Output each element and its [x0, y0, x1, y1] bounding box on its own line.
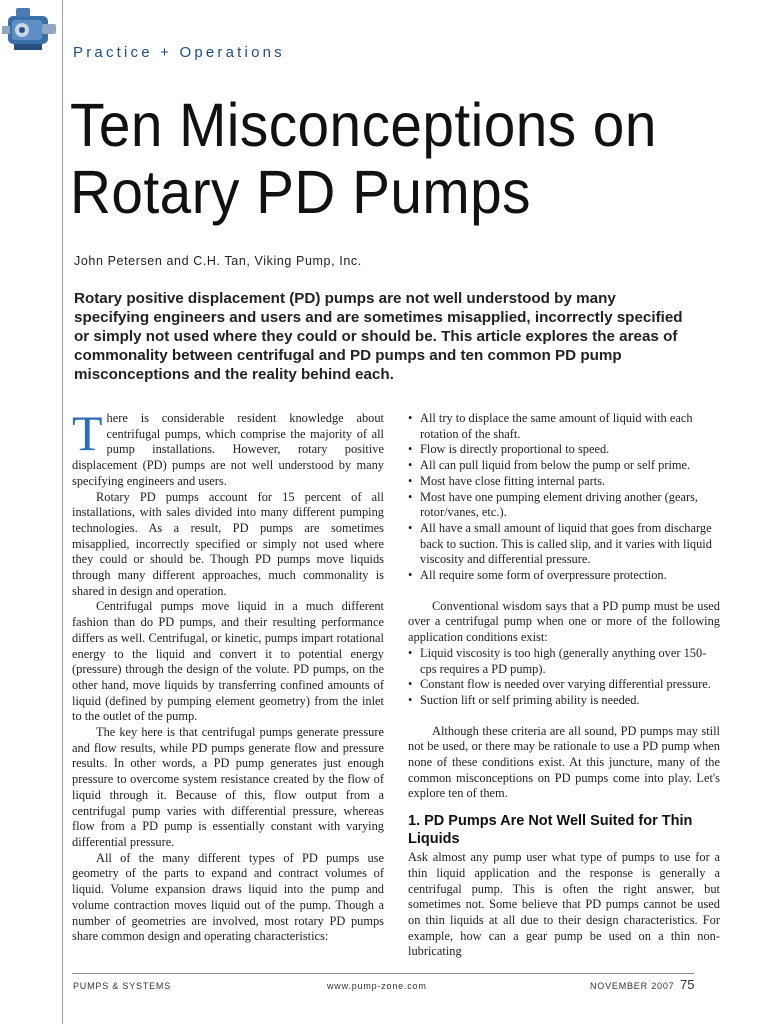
page-number: 75: [680, 977, 695, 992]
website-url: www.pump-zone.com: [327, 981, 427, 991]
list-item: • Most have close fitting internal parts.: [408, 474, 720, 490]
list-item: • All can pull liquid from below the pump or self prime.: [408, 458, 720, 474]
body-paragraph: Rotary PD pumps account for 15 percent of all installations, with sales divided into many different pumping technologies. As a result, PD pumps are sometimes misapplied, incorrectly specified or simply not used where they could or should be. Though PD pumps move liquids through many different approaches, much commonality is shared in design and operation.: [72, 489, 384, 598]
list-item: • Constant flow is needed over varying differential pressure.: [408, 677, 720, 693]
pump-illustration-icon: [2, 2, 58, 58]
intro-paragraph: [72, 405, 384, 490]
body-paragraph: Although these criteria are all sound, PD pumps may still not be used, or there may be rationale to use a PD pump when none of these conditions exist. At this juncture, many of the common misconceptions on PD pumps come into play. Let's explore ten of them.: [408, 723, 720, 801]
byline: John Petersen and C.H. Tan, Viking Pump, Inc.: [74, 254, 362, 268]
characteristics-list: [408, 411, 720, 584]
body-paragraph: Conventional wisdom says that a PD pump must be used over a centrifugal pump when one or more of the following application conditions exist:: [408, 598, 720, 645]
list-item: • All require some form of overpressure protection.: [408, 568, 720, 584]
left-column: [72, 405, 384, 945]
footer-rule: [72, 973, 694, 974]
list-item: • Suction lift or self priming ability is needed.: [408, 693, 720, 709]
article-title: Ten Misconceptions on Rotary PD Pumps: [70, 91, 657, 226]
body-paragraph: The key here is that centrifugal pumps generate pressure and flow results, while PD pumps generate flow and pressure results. In other words, a PD pump generates just enough pressure to overcome system resistance created by the flow of liquid through it. Because of this, flow output from a centrifugal pump varies with differential pressure, whereas flow from a PD pump is essentially constant with varying differential pressure.: [72, 725, 384, 849]
body-paragraph: Centrifugal pumps move liquid in a much different fashion than do PD pumps, and their resulting performance differs as well. Centrifugal, or kinetic, pumps impart rotational energy to the liquid and convert it to potential energy (pressure) through the design of the volute. PD pumps, on the other hand, move liquids by transferring confined amounts of liquid (defined by pumping element geometry) from the inlet to the outlet of the pump.: [72, 599, 384, 724]
list-item: • All have a small amount of liquid that goes from discharge back to suction. This is called slip, and it varies with liquid viscosity and differential pressure.: [408, 521, 720, 568]
issue-date: NOVEMBER 2007: [590, 981, 675, 991]
drop-cap: T: [72, 405, 103, 461]
lede: Rotary positive displacement (PD) pumps are not well understood by many specifying engineers and users and are sometimes misapplied, incorrectly specified or simply not used where they could or should be. This article explores the areas of commonality between centrifugal and PD pumps and ten common PD pump misconceptions and the reality behind each.: [74, 290, 683, 383]
list-item: • Liquid viscosity is too high (generally anything over 150-cps requires a PD pump).: [408, 646, 720, 677]
section-label: Practice + Operations: [73, 44, 285, 61]
body-paragraph: Ask almost any pump user what type of pumps to use for a thin liquid application and the response is generally a centrifugal pump. This is often the right answer, but sometimes not. Some believe that PD pumps cannot be used on thin liquids at all due to their design characteristics. For example, how can a gear pump be used on a thin non-lubricating: [408, 850, 720, 959]
list-item: • Flow is directly proportional to speed.: [408, 442, 720, 458]
body-paragraph: All of the many different types of PD pumps use geometry of the parts to expand and contract volumes of liquid. Volume expansion draws liquid into the pump and volume contraction moves liquid out of the pump. Though a number of geometries are involved, most rotary PD pumps share common design and operating characteristics:: [72, 850, 384, 944]
section-heading: 1. PD Pumps Are Not Well Suited for Thin Liquids: [408, 813, 693, 848]
margin-rule: [62, 0, 63, 1024]
intro-text: here is considerable resident knowledge about centrifugal pumps, which comprise the majority of all pump installations. However, rotary positive displacement (PD) pumps are not well understood by many specifying engineers and users.: [72, 411, 384, 488]
list-item: • All try to displace the same amount of liquid with each rotation of the shaft.: [408, 411, 720, 442]
conditions-list: [408, 646, 720, 709]
list-item: • Most have one pumping element driving another (gears, rotor/vanes, etc.).: [408, 490, 720, 521]
publication-name: PUMPS & SYSTEMS: [73, 981, 172, 991]
right-column: [408, 411, 720, 960]
